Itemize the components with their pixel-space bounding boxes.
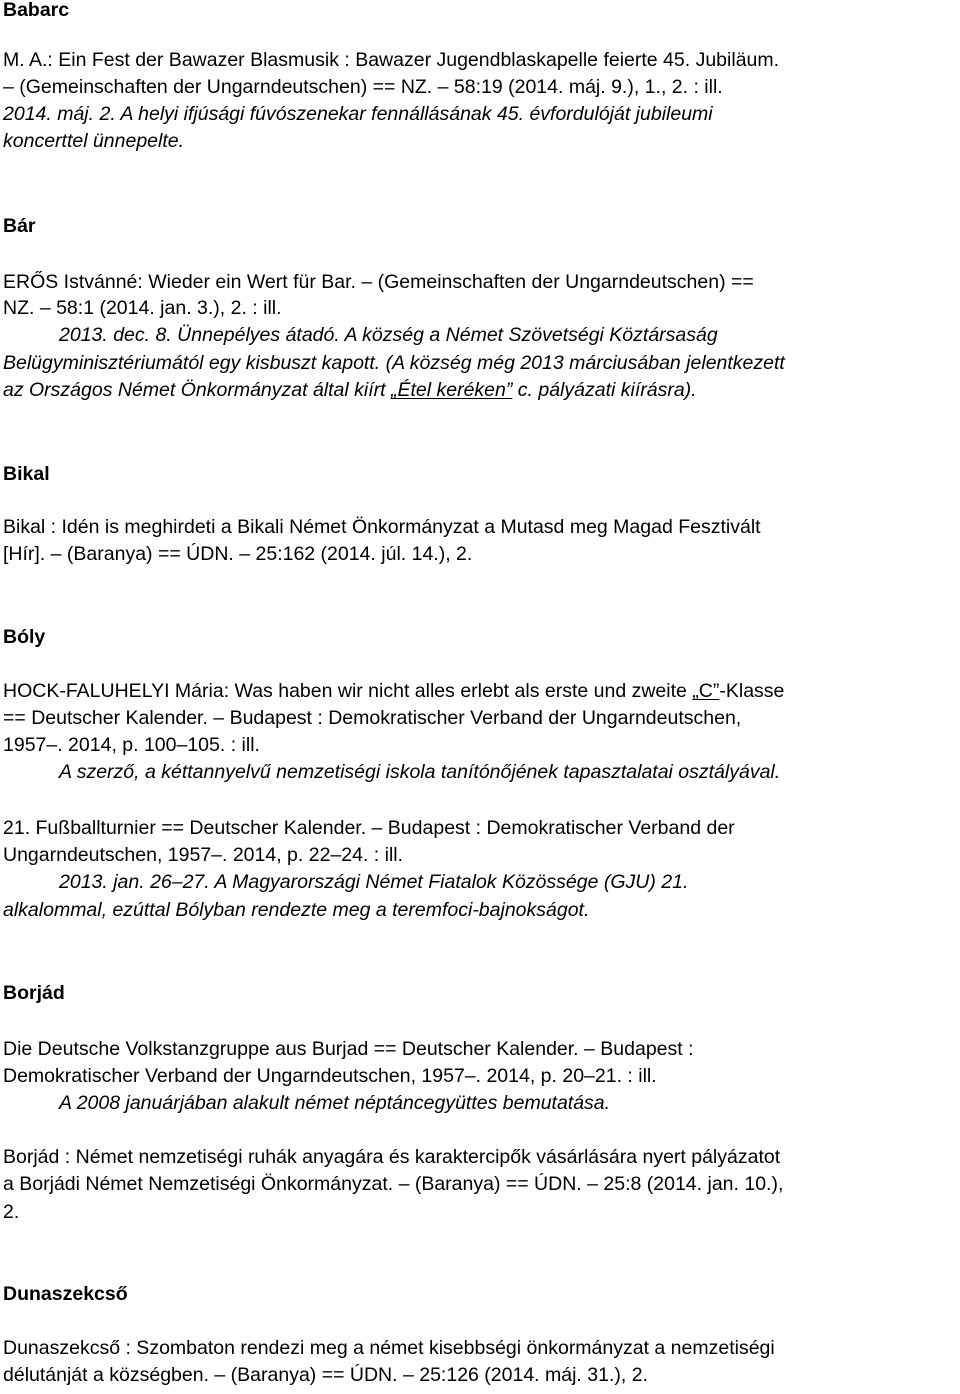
entry-line: Die Deutsche Volkstanzgruppe aus Burjad == Deutscher Kalender. – Budapest : xyxy=(3,1038,694,1060)
entry-line: == Deutscher Kalender. – Budapest : Demokratischer Verband der Ungarndeutschen, xyxy=(3,707,742,729)
entry-abstract: A 2008 januárjában alakult német néptáncegyüttes bemutatása. xyxy=(59,1092,611,1114)
section-heading: Babarc xyxy=(3,0,70,21)
entry-line: Demokratischer Verband der Ungarndeutschen, 1957–. 2014, p. 20–21. : ill. xyxy=(3,1065,657,1087)
entry-abstract: 2013. dec. 8. Ünnepélyes átadó. A község a Német Szövetségi Köztársaság xyxy=(59,324,718,346)
section-heading: Borjád xyxy=(3,982,65,1004)
entry-line: Ungarndeutschen, 1957–. 2014, p. 22–24. : ill. xyxy=(3,844,404,866)
entry-line: M. A.: Ein Fest der Bawazer Blasmusik : Bawazer Jugendblaskapelle feierte 45. Jubiläum. xyxy=(3,49,780,71)
entry-line: [Hír]. – (Baranya) == ÚDN. – 25:162 (2014. júl. 14.), 2. xyxy=(3,543,473,565)
section-heading: Bár xyxy=(3,215,36,237)
entry-line: ERŐS Istvánné: Wieder ein Wert für Bar. – (Gemeinschaften der Ungarndeutschen) == xyxy=(3,271,754,293)
entry-line: Borjád : Német nemzetiségi ruhák anyagára és karaktercipők vásárlására nyert pályázatot xyxy=(3,1146,781,1168)
section-heading: Dunaszekcső xyxy=(3,1283,128,1305)
entry-line: 2. xyxy=(3,1201,20,1223)
entry-line: HOCK-FALUHELYI Mária: Was haben wir nicht alles erlebt als erste und zweite „C”-Klasse xyxy=(3,680,785,702)
entry-line: Bikal : Idén is meghirdeti a Bikali Német Önkormányzat a Mutasd meg Magad Fesztivált xyxy=(3,516,761,538)
entry-abstract: 2013. jan. 26–27. A Magyarországi Német Fiatalok Közössége (GJU) 21. xyxy=(59,871,689,893)
entry-abstract: az Országos Német Önkormányzat által kiírt „Étel keréken” c. pályázati kiírásra). xyxy=(3,379,697,401)
entry-line: a Borjádi Német Nemzetiségi Önkormányzat. – (Baranya) == ÚDN. – 25:8 (2014. jan. 10.), xyxy=(3,1173,784,1195)
entry-line: 1957–. 2014, p. 100–105. : ill. xyxy=(3,734,260,756)
entry-line: 21. Fußballturnier == Deutscher Kalender. – Budapest : Demokratischer Verband der xyxy=(3,817,735,839)
entry-abstract: alkalommal, ezúttal Bólyban rendezte meg a teremfoci-bajnokságot. xyxy=(3,899,590,921)
entry-line: – (Gemeinschaften der Ungarndeutschen) == NZ. – 58:19 (2014. máj. 9.), 1., 2. : ill. xyxy=(3,76,723,98)
section-heading: Bóly xyxy=(3,626,46,648)
entry-abstract: A szerző, a kéttannyelvű nemzetiségi iskola tanítónőjének tapasztalatai osztályával. xyxy=(59,761,781,783)
entry-abstract: Belügyminisztériumától egy kisbuszt kapott. (A község még 2013 márciusában jelentkezett xyxy=(3,352,785,374)
section-heading: Bikal xyxy=(3,463,50,485)
entry-abstract: 2014. máj. 2. A helyi ifjúsági fúvószenekar fennállásának 45. évfordulóját jubileumi xyxy=(3,103,713,125)
entry-line: NZ. – 58:1 (2014. jan. 3.), 2. : ill. xyxy=(3,297,282,319)
entry-line: délutánját a községben. – (Baranya) == ÚDN. – 25:126 (2014. máj. 31.), 2. xyxy=(3,1364,648,1386)
entry-line: Dunaszekcső : Szombaton rendezi meg a német kisebbségi önkormányzat a nemzetiségi xyxy=(3,1337,775,1359)
entry-abstract: koncerttel ünnepelte. xyxy=(3,130,185,152)
